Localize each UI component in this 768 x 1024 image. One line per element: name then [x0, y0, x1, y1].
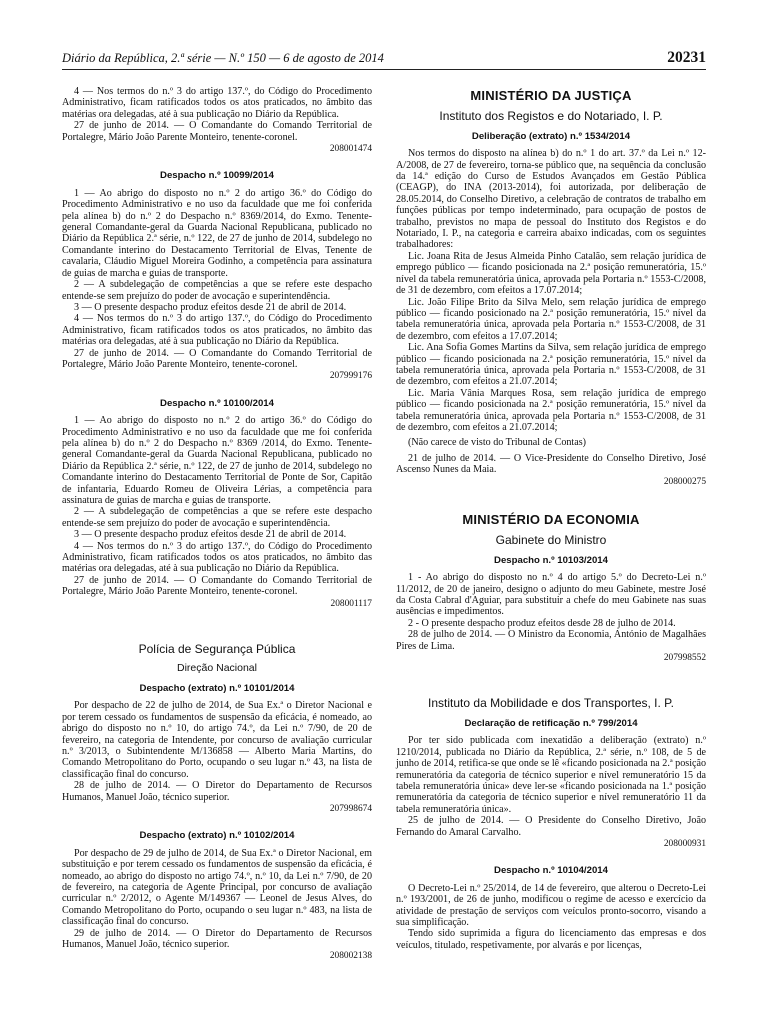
section-heading: Deliberação (extrato) n.º 1534/2014 [471, 130, 631, 142]
ministry-title: MINISTÉRIO DA JUSTIÇA [470, 88, 632, 103]
signature: 29 de julho de 2014. — O Diretor do Departamento de Recursos Humanos, Manuel João, técnico superior. [62, 927, 372, 950]
paragraph: 1 — Ao abrigo do disposto no n.º 2 do artigo 36.º do Código do Procedimento Administrativo e no uso da faculdade que me foi conferida pela alínea b) do n.º 2 do Despacho n.º 8369/2014, do Exmo. Tenente-general Comandante-geral da Guarda Nacional Republicana, publicado no Diário da República 2.ª série, n.º 122, de 27 de junho de 2014, subdelego no Comandante interino do Destacamento Territorial de Elvas, Tenente de cavalaria, Cláudio Miguel Moreira Godinho, a competência para assinatura de guias de marcha e guias de transporte. [62, 187, 372, 279]
section-heading: Despacho n.º 10103/2014 [494, 554, 608, 566]
signature: 28 de julho de 2014. — O Diretor do Departamento de Recursos Humanos, Manuel João, técnico superior. [62, 780, 372, 803]
institute-title: Instituto da Mobilidade e dos Transportes, I. P. [428, 696, 674, 711]
paragraph: 4 — Nos termos do n.º 3 do artigo 137.º, do Código do Procedimento Administrativo, ficam ratificados todos os atos praticados, no âmbito das matérias ora delegadas, até à sua publicação no Diário da República. [62, 540, 372, 575]
paragraph: Por ter sido publicada com inexatidão a deliberação (extrato) n.º 1210/2014, publicada no Diário da República, 2.ª série, n.º 108, de 5 de junho de 2014, retifica-se que onde se lê «ficando posicionada na 2.ª posição remuneratória da categoria de técnico superior e nível remuneratório 15 da tabela remuneratória única» deve ler-se «ficando posicionada na 1.ª posição remuneratória da categoria de técnico superior e nível remuneratório 11 da tabela remuneratória única». [396, 735, 706, 815]
signature: 21 de julho de 2014. — O Vice-Presidente do Conselho Diretivo, José Ascenso Nunes da Maia. [396, 452, 706, 476]
document-code: 208002138 [329, 951, 372, 962]
office-title: Gabinete do Ministro [495, 533, 607, 548]
section-heading: Despacho (extrato) n.º 10101/2014 [139, 682, 295, 694]
section-heading: Despacho n.º 10099/2014 [160, 170, 274, 182]
note: (Não carece de visto do Tribunal de Contas) [408, 437, 587, 449]
paragraph: 4 — Nos termos do n.º 3 do artigo 137.º, do Código do Procedimento Administrativo, ficam ratificados todos os atos praticados, no âmbito das matérias ora delegadas, até à sua publicação no Diário da República. [62, 313, 372, 348]
paragraph: 1 - Ao abrigo do disposto no n.º 4 do artigo 5.º do Decreto-Lei n.º 11/2012, de 20 de janeiro, designo o adjunto do meu Gabinete, mestre José da Costa Cabral d'Aguiar, para substituir a chefe do meu Gabinete nas suas ausências e impedimentos. [396, 572, 706, 618]
paragraph: Por despacho de 29 de julho de 2014, de Sua Ex.ª o Diretor Nacional, em substituição e por terem cessado os fundamentos de suspensão da eficácia, é nomeado, ao abrigo do disposto no artigo 74.º, n.º 10, da Lei n.º 7/90, de 20 de fevereiro, na categoria de Agente Principal, por concurso de avaliação curricular n.º 2/2012, o Agente M/149367 — Leonel de Jesus Alves, do Comando Metropolitano do Porto, ocupando o seu lugar n.º 483, na lista de classificação final do concurso. [62, 847, 372, 928]
paragraph: 3 — O presente despacho produz efeitos desde 21 de abril de 2014. [74, 301, 347, 313]
document-code: 207998552 [663, 653, 706, 664]
paragraph: Lic. Joana Rita de Jesus Almeida Pinho Catalão, sem relação jurídica de emprego público — ficando posicionada na 2.ª posição remuneratória, 15.º nível da tabela remuneratória única, aprovada pela Portaria n.º 1553-C/2008, de 31 de dezembro, com efeitos a 17.07.2014; [396, 250, 706, 297]
paragraph: Tendo sido suprimida a figura do licenciamento das empresas e dos veículos, titulado, respetivamente, por alvarás e por licenças, [396, 928, 706, 951]
signature: 28 de julho de 2014. — O Ministro da Economia, António de Magalhães Pires de Lima. [396, 629, 706, 652]
document-code: 208000275 [663, 476, 706, 487]
paragraph: 2 - O presente despacho produz efeitos desde 28 de julho de 2014. [408, 617, 676, 629]
paragraph: 4 — Nos termos do n.º 3 do artigo 137.º, do Código do Procedimento Administrativo, ficam ratificados todos os atos praticados, no âmbito das matérias ora delegadas, até à sua publicação no Diário da República. [62, 86, 372, 120]
organization-title: Polícia de Segurança Pública [138, 642, 296, 657]
signature: 25 de julho de 2014. — O Presidente do Conselho Diretivo, João Fernando do Amaral Carvalho. [396, 815, 706, 838]
signature: 27 de junho de 2014. — O Comandante do Comando Territorial de Portalegre, Mário João Parente Monteiro, tenente-coronel. [62, 574, 372, 598]
page-header [62, 51, 706, 70]
document-code: 208000931 [663, 838, 706, 849]
document-code: 207999176 [329, 371, 372, 382]
section-heading: Despacho n.º 10100/2014 [160, 397, 274, 409]
left-column [62, 86, 372, 963]
section-heading: Declaração de retificação n.º 799/2014 [464, 717, 638, 729]
paragraph: 2 — A subdelegação de competências a que se refere este despacho entende-se sem prejuízo do poder de avocação e superintendência. [62, 279, 372, 302]
paragraph: 3 — O presente despacho produz efeitos desde 21 de abril de 2014. [74, 529, 347, 541]
document-code: 208001474 [329, 144, 372, 155]
paragraph: Nos termos do disposto na alínea b) do n.º 1 do art. 37.º da Lei n.º 12-A/2008, de 27 de fevereiro, torna-se público que, na sequência da conclusão da 14.ª edição do Curso de Estudos Avançados em Gestão Pública (CEAGP), do INA (2013-2014), foi autorizada, por deliberação de 28.05.2014, do Conselho Diretivo, a celebração de contratos de trabalho em funções públicas por tempo indeterminado, para ocupação de postos de trabalho, previstos no mapa de pessoal do Instituto dos Registos e do Notariado, I. P., na categoria e carreira abaixo indicadas, com os seguintes trabalhadores: [396, 148, 706, 251]
document-code: 207998674 [329, 803, 372, 814]
paragraph: O Decreto-Lei n.º 25/2014, de 14 de fevereiro, que alterou o Decreto-Lei n.º 193/2001, de 26 de junho, modificou o regime de acesso e exercício da atividade de prestação de serviços com veículos pronto-socorro, visando a sua simplificação. [396, 882, 706, 928]
paragraph: Lic. João Filipe Brito da Silva Melo, sem relação jurídica de emprego público — ficando posicionado na 2.ª posição remuneratória, 15.º nível da tabela remuneratória única, aprovada pela Portaria n.º 1553-C/2008, de 31 de dezembro, com efeitos a 17.07.2014; [396, 296, 706, 342]
section-heading: Despacho (extrato) n.º 10102/2014 [139, 830, 295, 842]
paragraph: Por despacho de 22 de julho de 2014, de Sua Ex.ª o Diretor Nacional e por terem cessado os fundamentos de suspensão da eficácia, é nomeado, ao abrigo do disposto no n.º 10, do artigo 74.º, da Lei n.º 7/90, de 20 de fevereiro, na categoria de Intendente, por concurso de avaliação curricular n.º 3/2013, o Subintendente M/136858 — Alberto Maria Martins, do Comando Metropolitano do Porto, ocupando o seu lugar n.º 43, na lista de classificação final do concurso. [62, 700, 372, 780]
institute-title: Instituto dos Registos e do Notariado, I. P. [439, 109, 663, 124]
signature: 27 de junho de 2014. — O Comandante do Comando Territorial de Portalegre, Mário João Parente Monteiro, tenente-coronel. [62, 347, 372, 370]
journal-title: Diário da República, 2.ª série — N.º 150 — 6 de agosto de 2014 [62, 51, 384, 65]
department-title: Direção Nacional [177, 662, 257, 675]
paragraph: 2 — A subdelegação de competências a que se refere este despacho entende-se sem prejuízo do poder de avocação e superintendência. [62, 506, 372, 529]
signature: 27 de junho de 2014. — O Comandante do Comando Territorial de Portalegre, Mário João Parente Monteiro, tenente-coronel. [62, 120, 372, 143]
ministry-title: MINISTÉRIO DA ECONOMIA [462, 512, 640, 527]
paragraph: Lic. Maria Vânia Marques Rosa, sem relação jurídica de emprego público — ficando posicionada na 2.ª posição remuneratória, 15.º nível da tabela remuneratória única, aprovada pela Portaria n.º 1553-C/2008, de 31 de dezembro, com efeitos a 21.07.2014; [396, 387, 706, 433]
paragraph: 1 — Ao abrigo do disposto no n.º 2 do artigo 36.º do Código do Procedimento Administrativo e no uso da faculdade que me foi conferida pela alínea b) do n.º 2 do Despacho n.º 8369 /2014, do Exmo. Tenente-general Comandante-geral da Guarda Nacional Republicana, publicado no Diário da República 2.ª série, n.º 122, de 27 de junho de 2014, subdelego no Comandante interino do Destacamento Territorial de Ponte de Sor, Capitão de infantaria, Eduardo Romeu de Oliveira Lérias, a competência para assinatura de guias de marcha e guias de transporte. [62, 415, 372, 506]
right-column [396, 86, 706, 951]
page-number: 20231 [667, 49, 706, 66]
document-code: 208001117 [330, 598, 372, 609]
section-heading: Despacho n.º 10104/2014 [494, 865, 608, 877]
paragraph: Lic. Ana Sofia Gomes Martins da Silva, sem relação jurídica de emprego público — ficando posicionada na 2.ª posição remuneratória, 15.º nível da tabela remuneratória única, aprovada pela Portaria n.º 1553-C/2008, de 31 de dezembro, com efeitos a 21.07.2014; [396, 342, 706, 388]
